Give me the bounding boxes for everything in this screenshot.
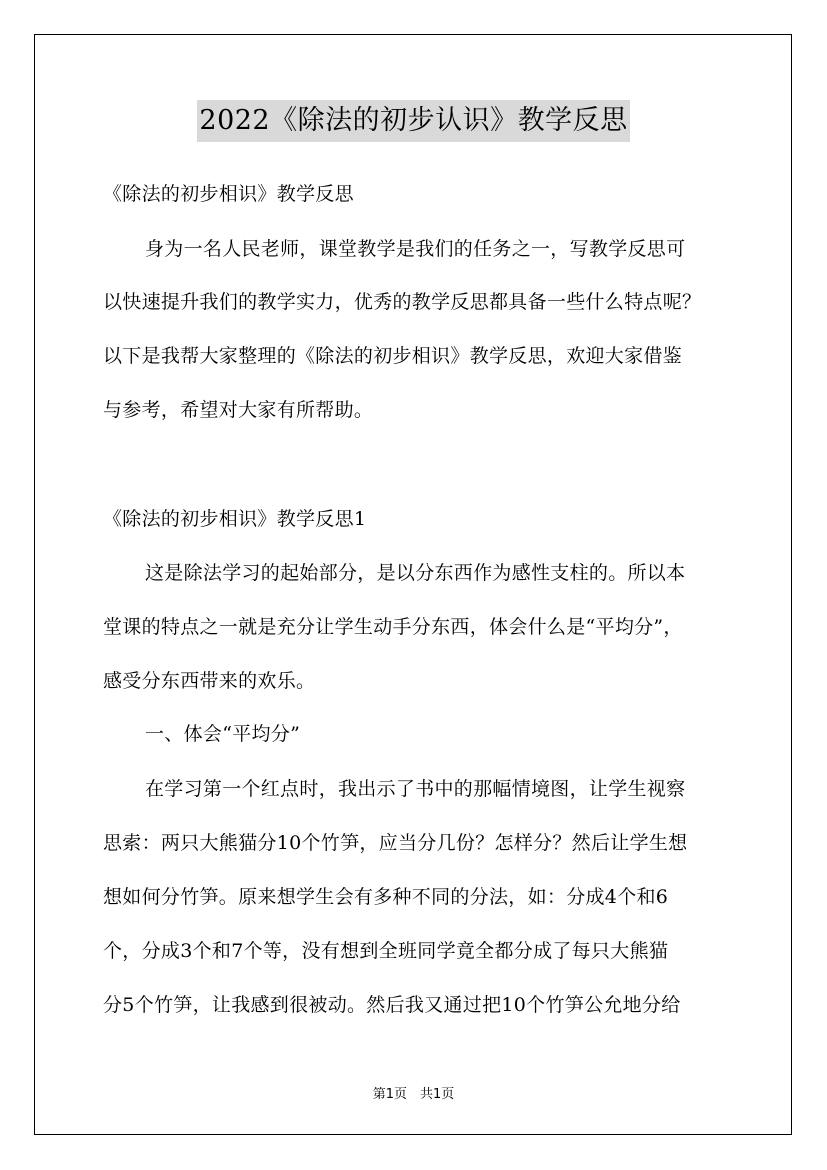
document-title: 2022《除法的初步认识》教学反思 xyxy=(197,100,629,142)
intro-line: 与参考，希望对大家有所帮助。 xyxy=(103,399,374,421)
sub-heading: 一、体会“平均分” xyxy=(145,723,301,745)
paragraph-line: 个，分成3个和7个等，没有想到全班同学竟全都分成了每只大熊猫 xyxy=(103,940,669,962)
subtitle: 《除法的初步相识》教学反思 xyxy=(103,183,354,205)
paragraph-line: 在学习第一个红点时，我出示了书中的那幅情境图，让学生视察 xyxy=(145,778,686,800)
section-heading: 《除法的初步相识》教学反思1 xyxy=(103,508,367,530)
intro-line: 以快速提升我们的教学实力，优秀的教学反思都具备一些什么特点呢？ xyxy=(103,291,702,313)
paragraph-line: 堂课的特点之一就是充分让学生动手分东西，体会什么是“平均分”， xyxy=(103,616,683,638)
paragraph-line: 感受分东西带来的欢乐。 xyxy=(103,670,316,692)
intro-line: 以下是我帮大家整理的《除法的初步相识》教学反思，欢迎大家借鉴 xyxy=(103,345,683,367)
paragraph-line: 思索：两只大熊猫分10个竹笋，应当分几份？怎样分？然后让学生想 xyxy=(103,832,688,854)
intro-line: 身为一名人民老师，课堂教学是我们的任务之一，写教学反思可 xyxy=(145,238,686,260)
paragraph-line: 想如何分竹笋。原来想学生会有多种不同的分法，如：分成4个和6 xyxy=(103,886,669,908)
paragraph-line: 分5个竹笋，让我感到很被动。然后我又通过把10个竹笋公允地分给 xyxy=(103,994,681,1016)
title-container xyxy=(0,100,827,142)
paragraph-line: 这是除法学习的起始部分，是以分东西作为感性支柱的。所以本 xyxy=(145,562,686,584)
page-footer: 第1页 共1页 xyxy=(372,1087,455,1102)
